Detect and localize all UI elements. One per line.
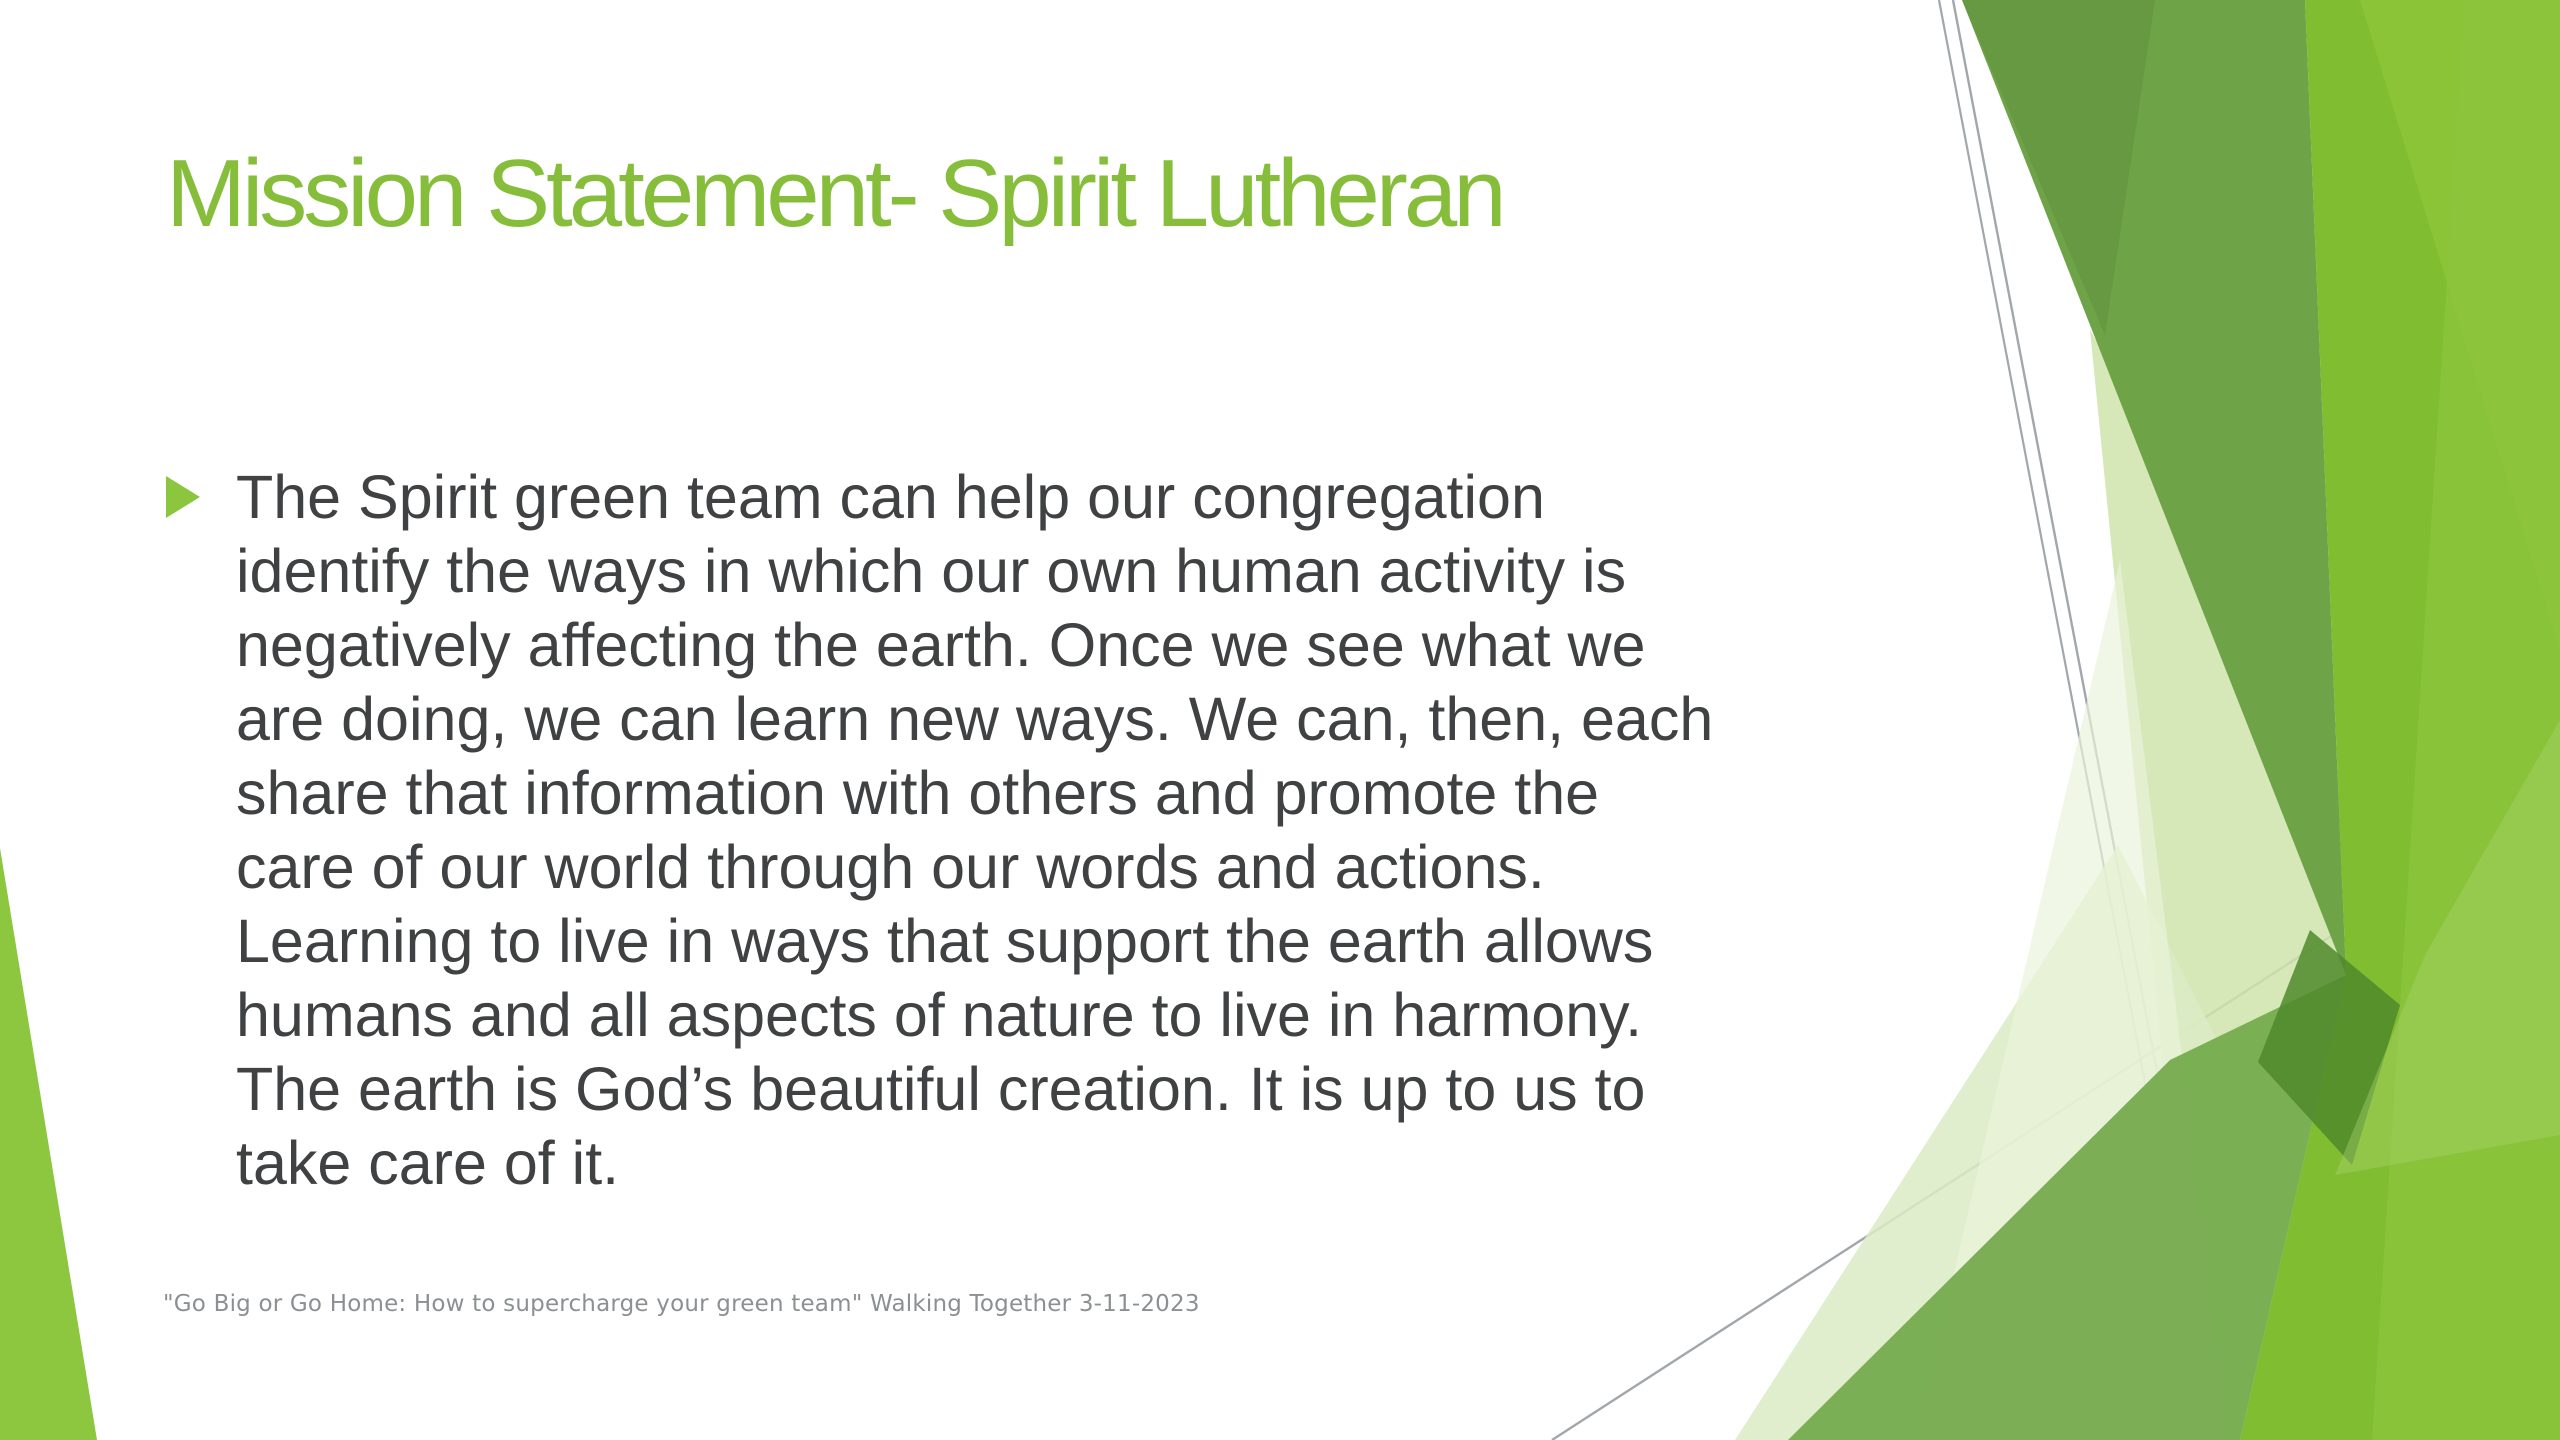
footnote-citation: "Go Big or Go Home: How to supercharge your green team" Walking Together 3-11-2023 [163, 1291, 1200, 1317]
body-line-2: identify the ways in which our own human activity is [236, 537, 1627, 605]
bullet-triangle-icon [166, 476, 200, 518]
green-wedge-bottom-left [0, 848, 97, 1440]
body-line-8: humans and all aspects of nature to live in harmony. [236, 981, 1643, 1049]
slide-title: Mission Statement- Spirit Lutheran [166, 140, 1503, 247]
body-line-7: Learning to live in ways that support the earth allows [236, 907, 1654, 975]
body-line-10: take care of it. [236, 1129, 620, 1197]
body-line-6: care of our world through our words and actions. [236, 833, 1545, 901]
body-line-4: are doing, we can learn new ways. We can, then, each [236, 685, 1714, 753]
body-line-5: share that information with others and promote the [236, 759, 1600, 827]
body-line-1: The Spirit green team can help our congregation [236, 463, 1545, 531]
body-line-9: The earth is God’s beautiful creation. It is up to us to [236, 1055, 1646, 1123]
body-text-block [236, 460, 2136, 1200]
body-paragraph [236, 460, 2136, 1200]
body-line-3: negatively affecting the earth. Once we see what we [236, 611, 1646, 679]
